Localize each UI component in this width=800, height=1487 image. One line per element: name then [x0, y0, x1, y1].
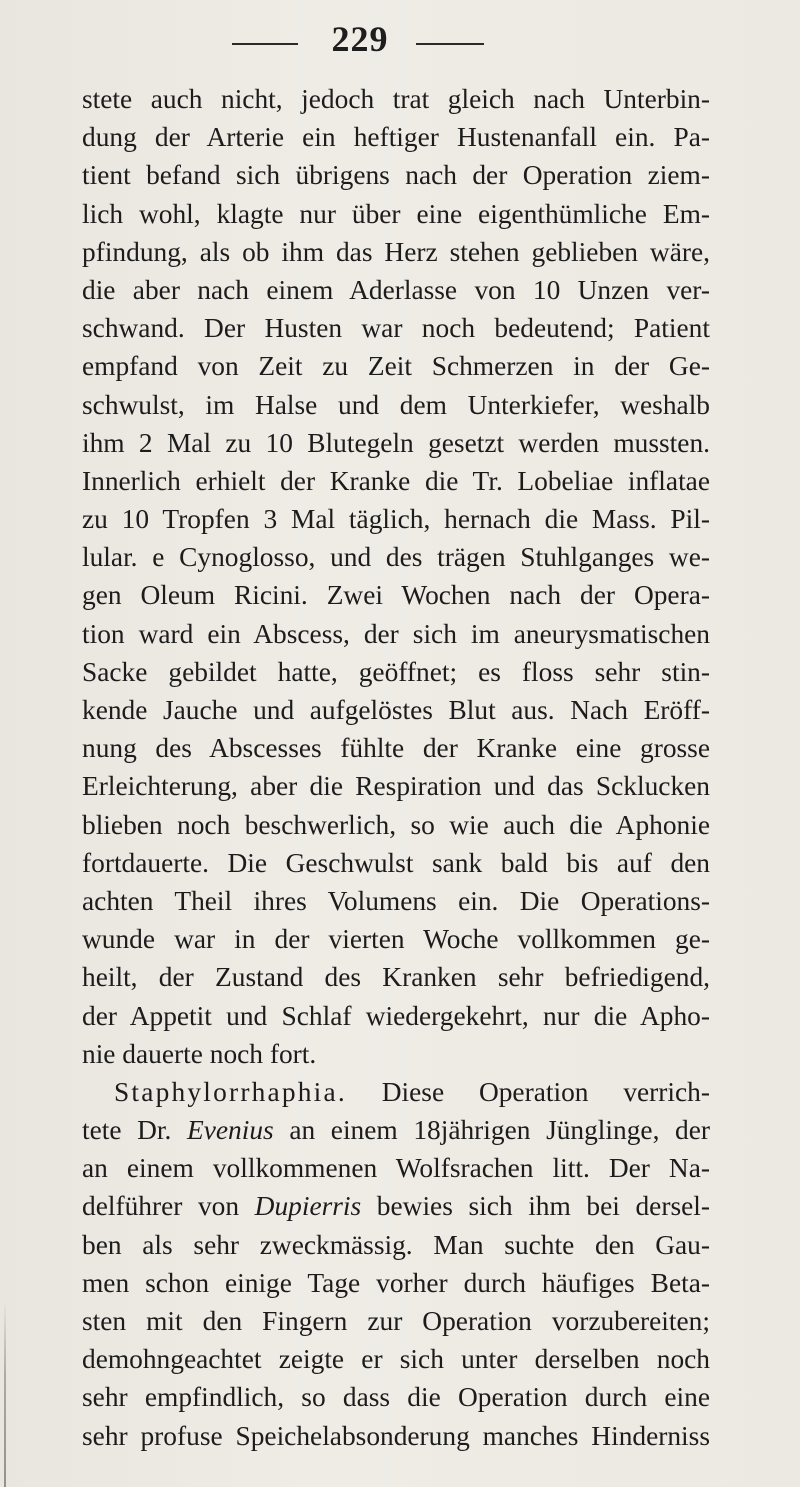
- text-fragment: Diese Operation verrich-: [346, 1076, 710, 1107]
- text-fragment: tete Dr.: [82, 1115, 187, 1146]
- text-fragment: delführer von: [82, 1191, 255, 1222]
- header-rule-left: [232, 43, 298, 45]
- text-fragment: an einem 18jährigen Jünglinge, der: [273, 1115, 711, 1146]
- text-line: ben als sehr zweckmässig. Man suchte den Gau-: [82, 1229, 710, 1260]
- text-line: die aber nach einem Aderlasse von 10 Unzen ver-: [82, 274, 710, 305]
- text-line: tient befand sich übrigens nach der Operation ziem-: [82, 160, 710, 191]
- text-line: [82, 1111, 710, 1149]
- text-line: tion ward ein Abscess, der sich im aneurysmatischen: [82, 618, 710, 649]
- text-line: sten mit den Fingern zur Operation vorzubereiten;: [82, 1306, 710, 1336]
- text-line: sehr profuse Speichelabsonderung manches Hinderniss: [82, 1420, 710, 1451]
- text-line: lich wohl, klagte nur über eine eigenthümliche Em-: [82, 198, 710, 229]
- body-text: [82, 80, 710, 1455]
- binding-edge-shadow: [4, 1300, 6, 1487]
- paragraph-start-line: [82, 1073, 710, 1111]
- text-line: schwulst, im Halse und dem Unterkiefer, weshalb: [82, 389, 710, 420]
- text-line: empfand von Zeit zu Zeit Schmerzen in der Ge-: [82, 351, 710, 382]
- header-rule-right: [416, 43, 484, 45]
- text-line: heilt, der Zustand des Kranken sehr befriedigend,: [82, 962, 710, 993]
- text-line: demohngeachtet zeigte er sich unter derselben noch: [82, 1344, 710, 1375]
- text-line: Erleichterung, aber die Respiration und das Scklucken: [82, 771, 710, 802]
- text-line: an einem vollkommenen Wolfsrachen litt. Der Na-: [82, 1153, 710, 1184]
- text-fragment: bewies sich ihm bei dersel-: [361, 1191, 711, 1222]
- text-line: pfindung, als ob ihm das Herz stehen geblieben wäre,: [82, 236, 710, 267]
- text-line: ihm 2 Mal zu 10 Blutegeln gesetzt werden mussten.: [82, 427, 710, 458]
- text-line: Sacke gebildet hatte, geöffnet; es floss sehr stin-: [82, 656, 710, 687]
- text-line: sehr empfindlich, so dass die Operation durch eine: [82, 1382, 710, 1413]
- text-line: nung des Abscesses fühlte der Kranke eine grosse: [82, 733, 710, 764]
- page-number: 229: [331, 19, 389, 59]
- text-line: gen Oleum Ricini. Zwei Wochen nach der Opera-: [82, 580, 710, 611]
- text-line: dung der Arterie ein heftiger Hustenanfall ein. Pa-: [82, 122, 710, 153]
- text-line: stete auch nicht, jedoch trat gleich nach Unterbin-: [82, 84, 710, 114]
- text-line: men schon einige Tage vorher durch häufiges Beta-: [82, 1267, 710, 1298]
- text-line: zu 10 Tropfen 3 Mal täglich, hernach die Mass. Pil-: [82, 504, 710, 535]
- text-line: kende Jauche und aufgelöstes Blut aus. Nach Eröff-: [82, 695, 710, 725]
- text-line: wunde war in der vierten Woche vollkommen ge-: [82, 924, 710, 955]
- text-line: fortdauerte. Die Geschwulst sank bald bis auf den: [82, 847, 710, 878]
- text-line: nie dauerte noch fort.: [82, 1038, 317, 1069]
- text-line: lular. e Cynoglosso, und des trägen Stuhlganges we-: [82, 542, 710, 573]
- text-line: schwand. Der Husten war noch bedeutend; Patient: [82, 313, 710, 344]
- person-name: Dupierris: [254, 1191, 362, 1222]
- section-term: Staphylorrhaphia.: [114, 1076, 347, 1107]
- text-line: achten Theil ihres Volumens ein. Die Operations-: [82, 885, 710, 916]
- text-line: der Appetit und Schlaf wiedergekehrt, nur die Apho-: [82, 1000, 710, 1031]
- text-line: [82, 1187, 710, 1225]
- text-line: Innerlich erhielt der Kranke die Tr. Lobeliae inflatae: [82, 465, 710, 496]
- text-line: blieben noch beschwerlich, so wie auch die Aphonie: [82, 809, 710, 840]
- page-header: [0, 18, 800, 68]
- person-name: Evenius: [187, 1115, 274, 1146]
